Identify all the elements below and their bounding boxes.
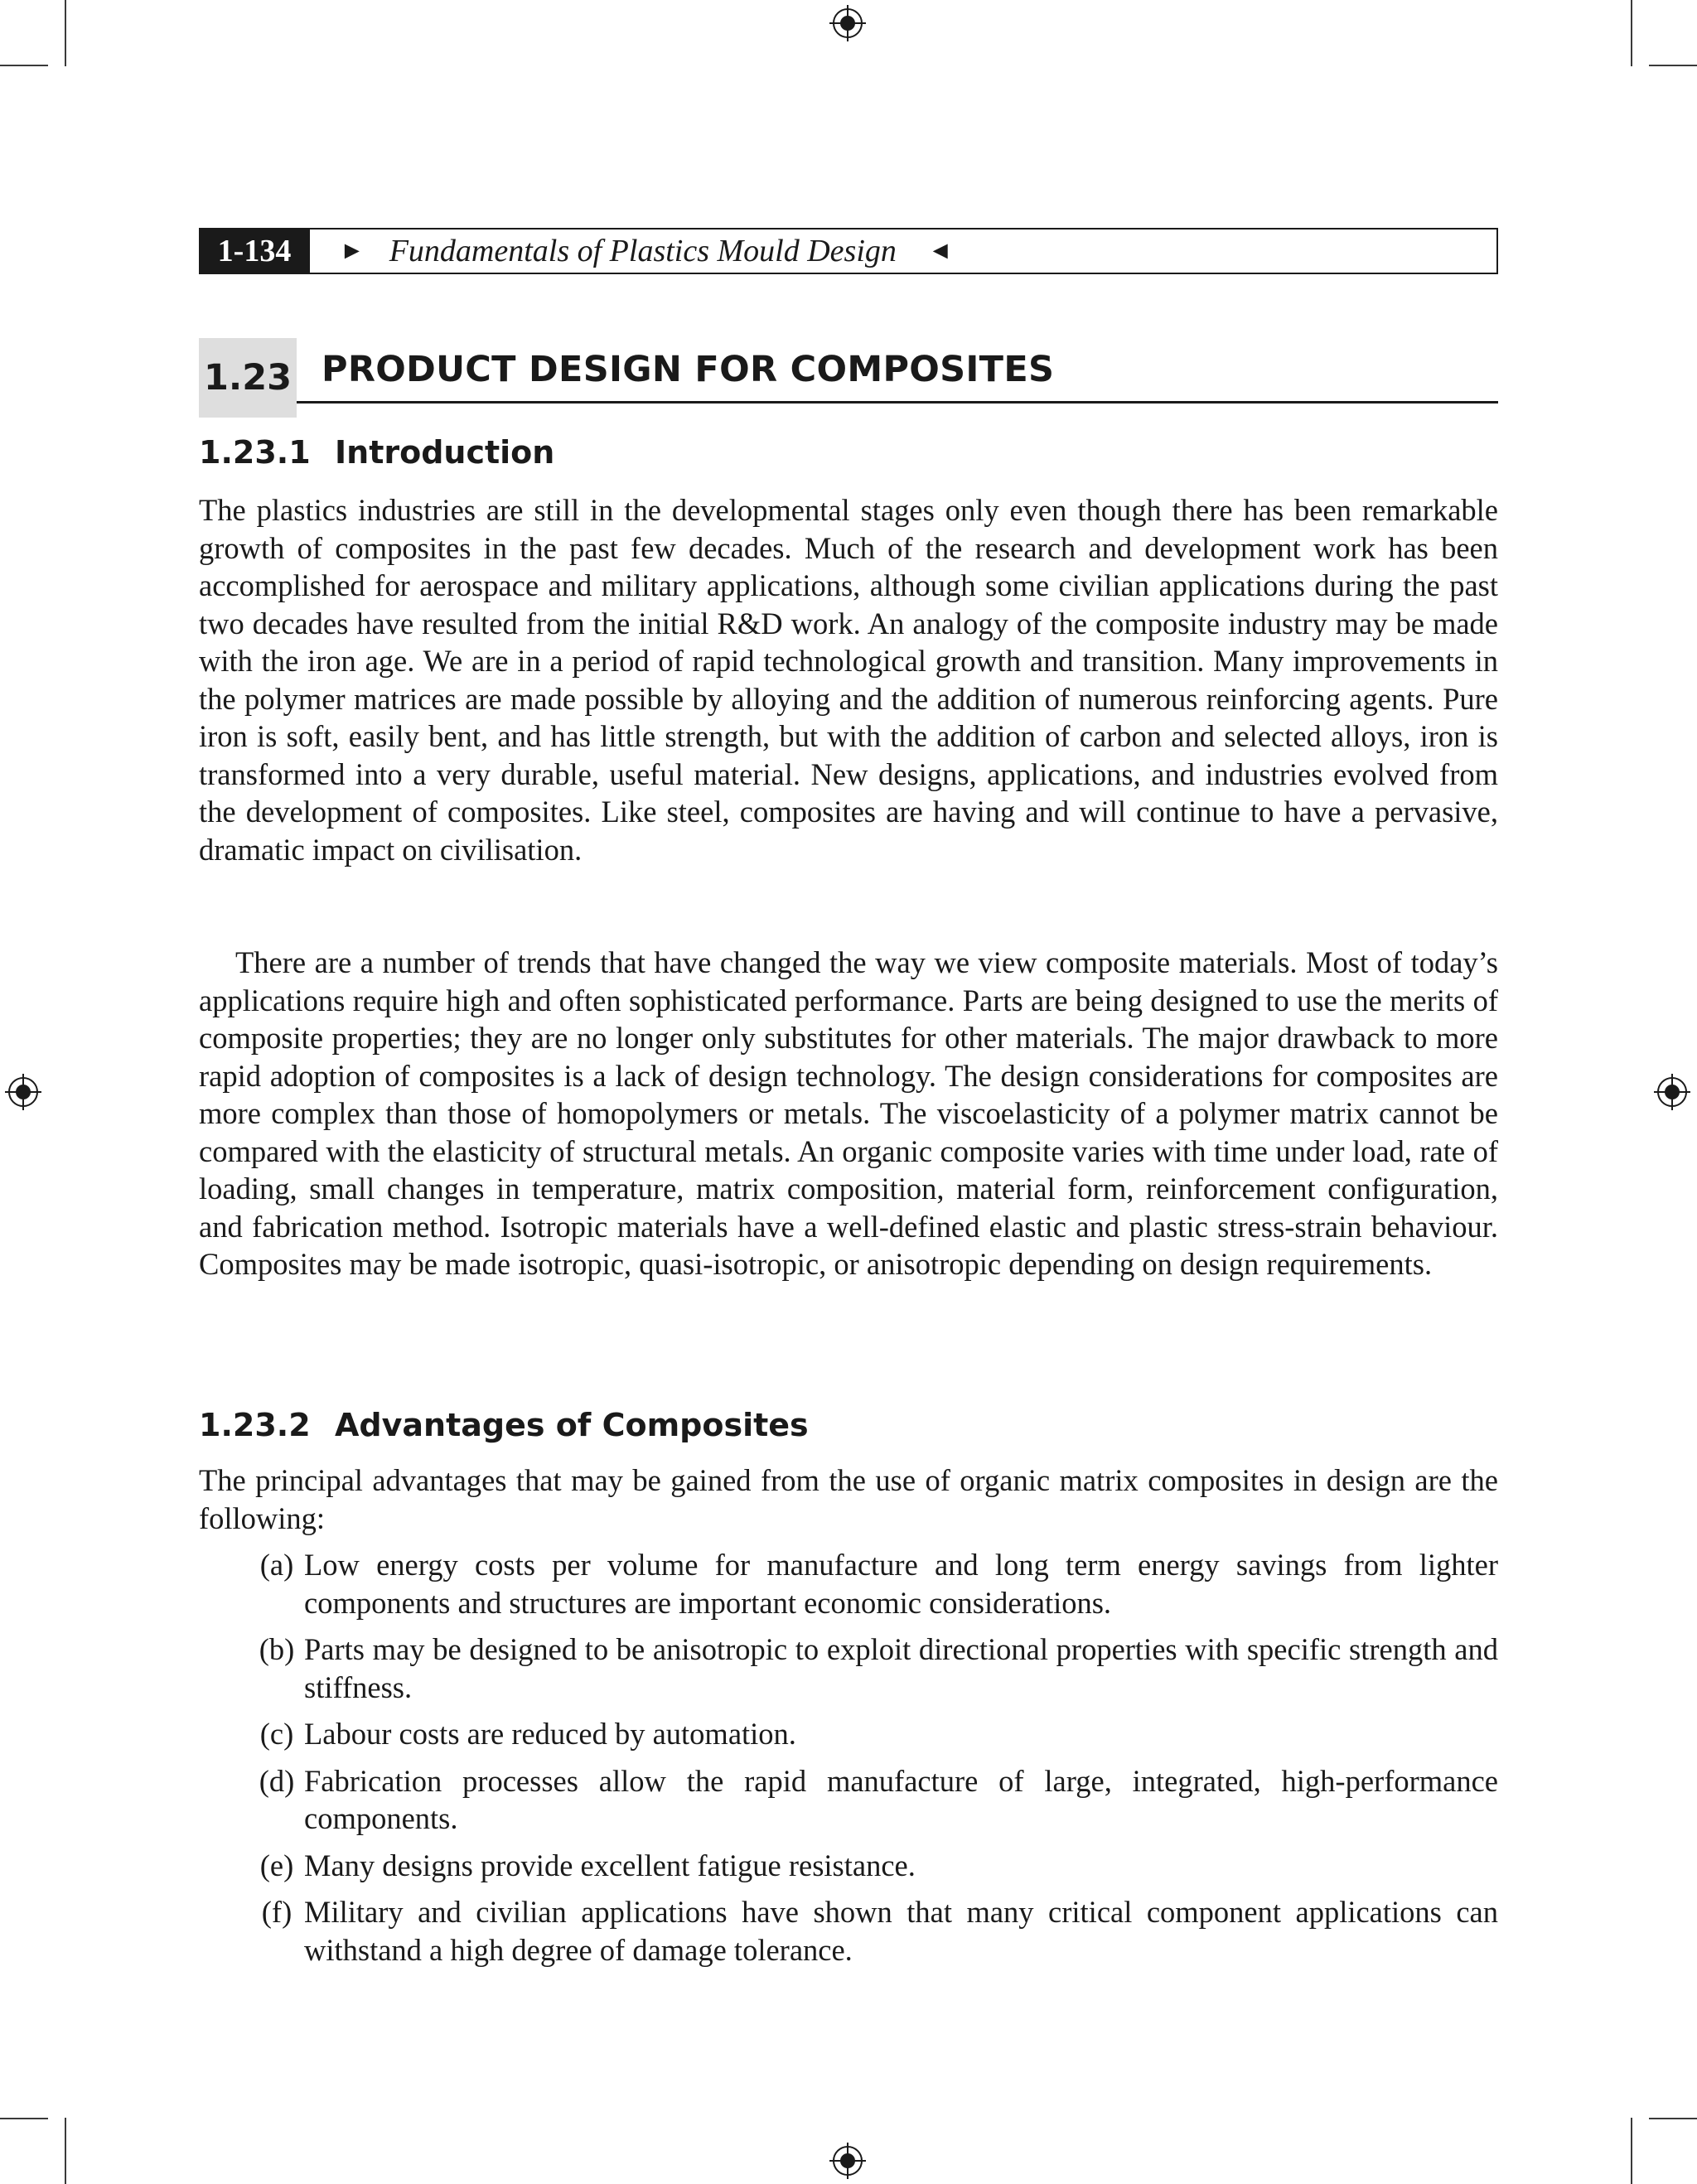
- subsection-title: Advantages of Composites: [335, 1407, 809, 1443]
- paragraph: The plastics industries are still in the developmental stages only even though there has been remarkable growth of composites in the past few decades. Much of the research and development work has been accomplished for aerospace and military applications, although some civilian applications during the past two decades have resulted from the initial R&D work. An analogy of the composite industry may be made with the iron age. We are in a period of rapid technological growth and transition. Many improvements in the polymer matrices are made possible by alloying and the addition of numerous reinforcing agents. Pure iron is soft, easily bent, and has little strength, but with the addition of carbon and selected alloys, iron is transformed into a very durable, useful material. New designs, applications, and industries evolved from the development of composites. Like steel, composites are having and will continue to have a pervasive, dramatic impact on civilisation.: [199, 493, 1498, 867]
- running-head: [199, 228, 1498, 274]
- paragraph: The principal advantages that may be gained from the use of organic matrix composites in design are the following:: [199, 1463, 1498, 1535]
- crop-mark-bottom-left-h: [0, 2118, 48, 2119]
- advantages-list: [199, 1546, 1498, 1978]
- book-title: Fundamentals of Plastics Mould Design: [389, 234, 897, 268]
- right-pointer-icon: ►: [340, 237, 365, 264]
- paragraph: There are a number of trends that have changed the way we view composite materials. Most of today’s applications require high and often sophisticated performance. Parts are being designed to use the merits of composite properties; they are no longer only substitutes for other materials. The major drawback to more rapid adoption of composites is a lack of design technology. The design considerations for composites are more complex than those of homopolymers or metals. The viscoelasticity of a polymer matrix cannot be compared with the elasticity of structural metals. An organic composite varies with time under load, rate of loading, small changes in temperature, matrix composition, material form, reinforcement configuration, and fabrication method. Isotropic materials have a well-defined elastic and plastic stress-strain behaviour. Composites may be made isotropic, quasi-isotropic, or anisotropic depending on design requirements.: [199, 945, 1498, 1281]
- section-number: 1.23: [199, 338, 297, 418]
- list-item: [199, 1847, 1498, 1885]
- list-item-label: (b): [259, 1632, 295, 1666]
- subsection-heading-advantages: [199, 1407, 809, 1443]
- subsection-heading-introduction: [199, 434, 554, 471]
- section-title: PRODUCT DESIGN FOR COMPOSITES: [322, 349, 1055, 390]
- registration-mark-left-icon: [5, 1074, 41, 1110]
- list-item: [199, 1715, 1498, 1753]
- section-heading: [199, 338, 1498, 403]
- list-item: [199, 1631, 1498, 1706]
- running-head-box: [310, 228, 1498, 274]
- list-item: [199, 1762, 1498, 1838]
- registration-mark-top-icon: [829, 5, 866, 41]
- page-number: 1-134: [199, 228, 310, 274]
- list-item-text: Military and civilian applications have shown that many critical component applications can withstand a high degree of damage tolerance.: [304, 1895, 1498, 1967]
- list-item-label: (d): [259, 1763, 295, 1798]
- list-item-text: Parts may be designed to be anisotropic to exploit directional properties with specific strength and stiffness.: [304, 1632, 1498, 1704]
- registration-mark-bottom-icon: [829, 2143, 866, 2179]
- list-item-text: Low energy costs per volume for manufacture and long term energy savings from lighter components and structures are important economic considerations.: [304, 1548, 1498, 1620]
- list-item-label: (e): [259, 1848, 294, 1882]
- list-item: [199, 1893, 1498, 1969]
- subsection-title: Introduction: [335, 434, 555, 471]
- left-pointer-icon: ◄: [927, 237, 953, 264]
- registration-mark-right-icon: [1654, 1074, 1690, 1110]
- subsection-number: 1.23.1: [199, 434, 311, 471]
- crop-mark-bottom-right-h: [1649, 2118, 1697, 2119]
- crop-mark-top-right-v: [1631, 0, 1632, 66]
- crop-mark-bottom-right-v: [1631, 2118, 1632, 2184]
- list-item-text: Many designs provide excellent fatigue resistance.: [304, 1848, 916, 1882]
- list-item: [199, 1546, 1498, 1621]
- list-item-label: (a): [259, 1548, 294, 1582]
- list-item-text: Fabrication processes allow the rapid manufacture of large, integrated, high-performance components.: [304, 1763, 1498, 1835]
- subsection-number: 1.23.2: [199, 1407, 311, 1443]
- list-item-label: (c): [259, 1717, 294, 1751]
- list-item-text: Labour costs are reduced by automation.: [304, 1717, 796, 1751]
- list-item-label: (f): [261, 1895, 293, 1929]
- crop-mark-top-left-v: [65, 0, 66, 66]
- crop-mark-top-right-h: [1649, 65, 1697, 66]
- crop-mark-top-left-h: [0, 65, 48, 66]
- crop-mark-bottom-left-v: [65, 2118, 66, 2184]
